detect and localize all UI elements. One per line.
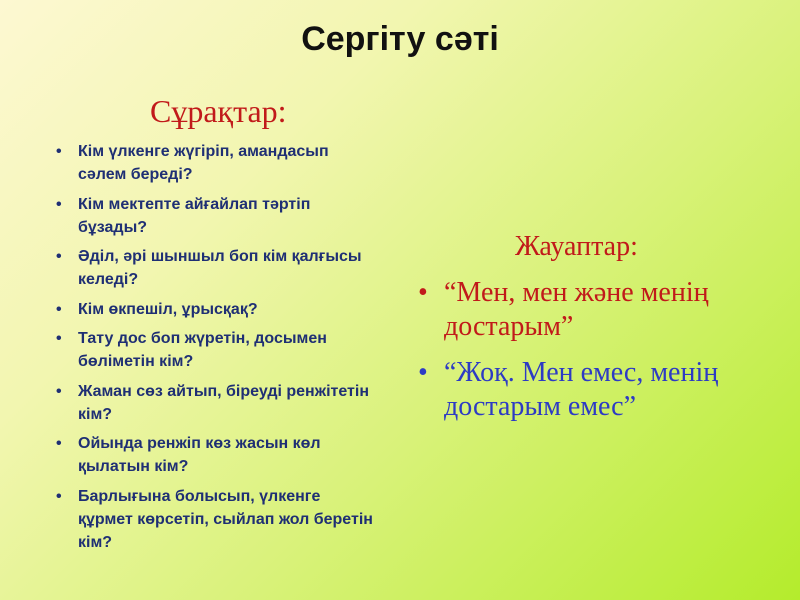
question-text: Әділ, әрі шыншыл боп кім қалғысы келеді? xyxy=(78,248,362,288)
answer-item xyxy=(418,276,788,344)
question-item xyxy=(56,140,376,186)
answers-heading: Жауаптар: xyxy=(515,231,638,262)
answers-list xyxy=(418,276,788,436)
question-text: Барлығына болысып, үлкенге құрмет көрсетіп, сыйлап жол беретін кім? xyxy=(78,487,373,551)
question-item xyxy=(56,245,376,291)
bullet-icon: • xyxy=(56,330,62,347)
questions-heading: Сұрақтар: xyxy=(150,93,287,129)
question-text: Кім мектепте айғайлап тәртіп бұзады? xyxy=(78,195,311,236)
bullet-icon: • xyxy=(56,382,62,400)
question-text: Ойында ренжіп көз жасын көл қылатын кім? xyxy=(78,435,321,475)
bullet-icon: • xyxy=(56,487,62,505)
answer-item xyxy=(418,356,788,424)
slide-title: Сергіту сәті xyxy=(301,20,499,58)
question-text: Жаман сөз айтып, біреуді ренжітетін кім? xyxy=(78,382,369,423)
answer-text: “Мен, мен және менің достарым” xyxy=(444,277,709,342)
answer-text: “Жоқ. Мен емес, менің достарым емес” xyxy=(444,357,719,422)
question-item xyxy=(56,327,376,373)
question-item xyxy=(56,432,376,478)
question-text: Тату дос боп жүретін, досымен бөліметін кім? xyxy=(78,330,327,370)
bullet-icon: • xyxy=(418,357,428,388)
question-item xyxy=(56,193,376,239)
question-text: Кім үлкенге жүгіріп, амандасып сәлем береді? xyxy=(78,143,329,183)
bullet-icon: • xyxy=(56,248,62,265)
question-item xyxy=(56,485,376,554)
question-item xyxy=(56,298,376,321)
bullet-icon: • xyxy=(56,143,62,160)
question-text: Кім өкпешіл, ұрысқақ? xyxy=(78,300,258,318)
bullet-icon: • xyxy=(418,277,428,308)
bullet-icon: • xyxy=(56,195,62,213)
bullet-icon: • xyxy=(56,300,62,318)
question-item xyxy=(56,380,376,426)
questions-list xyxy=(56,140,376,560)
bullet-icon: • xyxy=(56,435,62,452)
